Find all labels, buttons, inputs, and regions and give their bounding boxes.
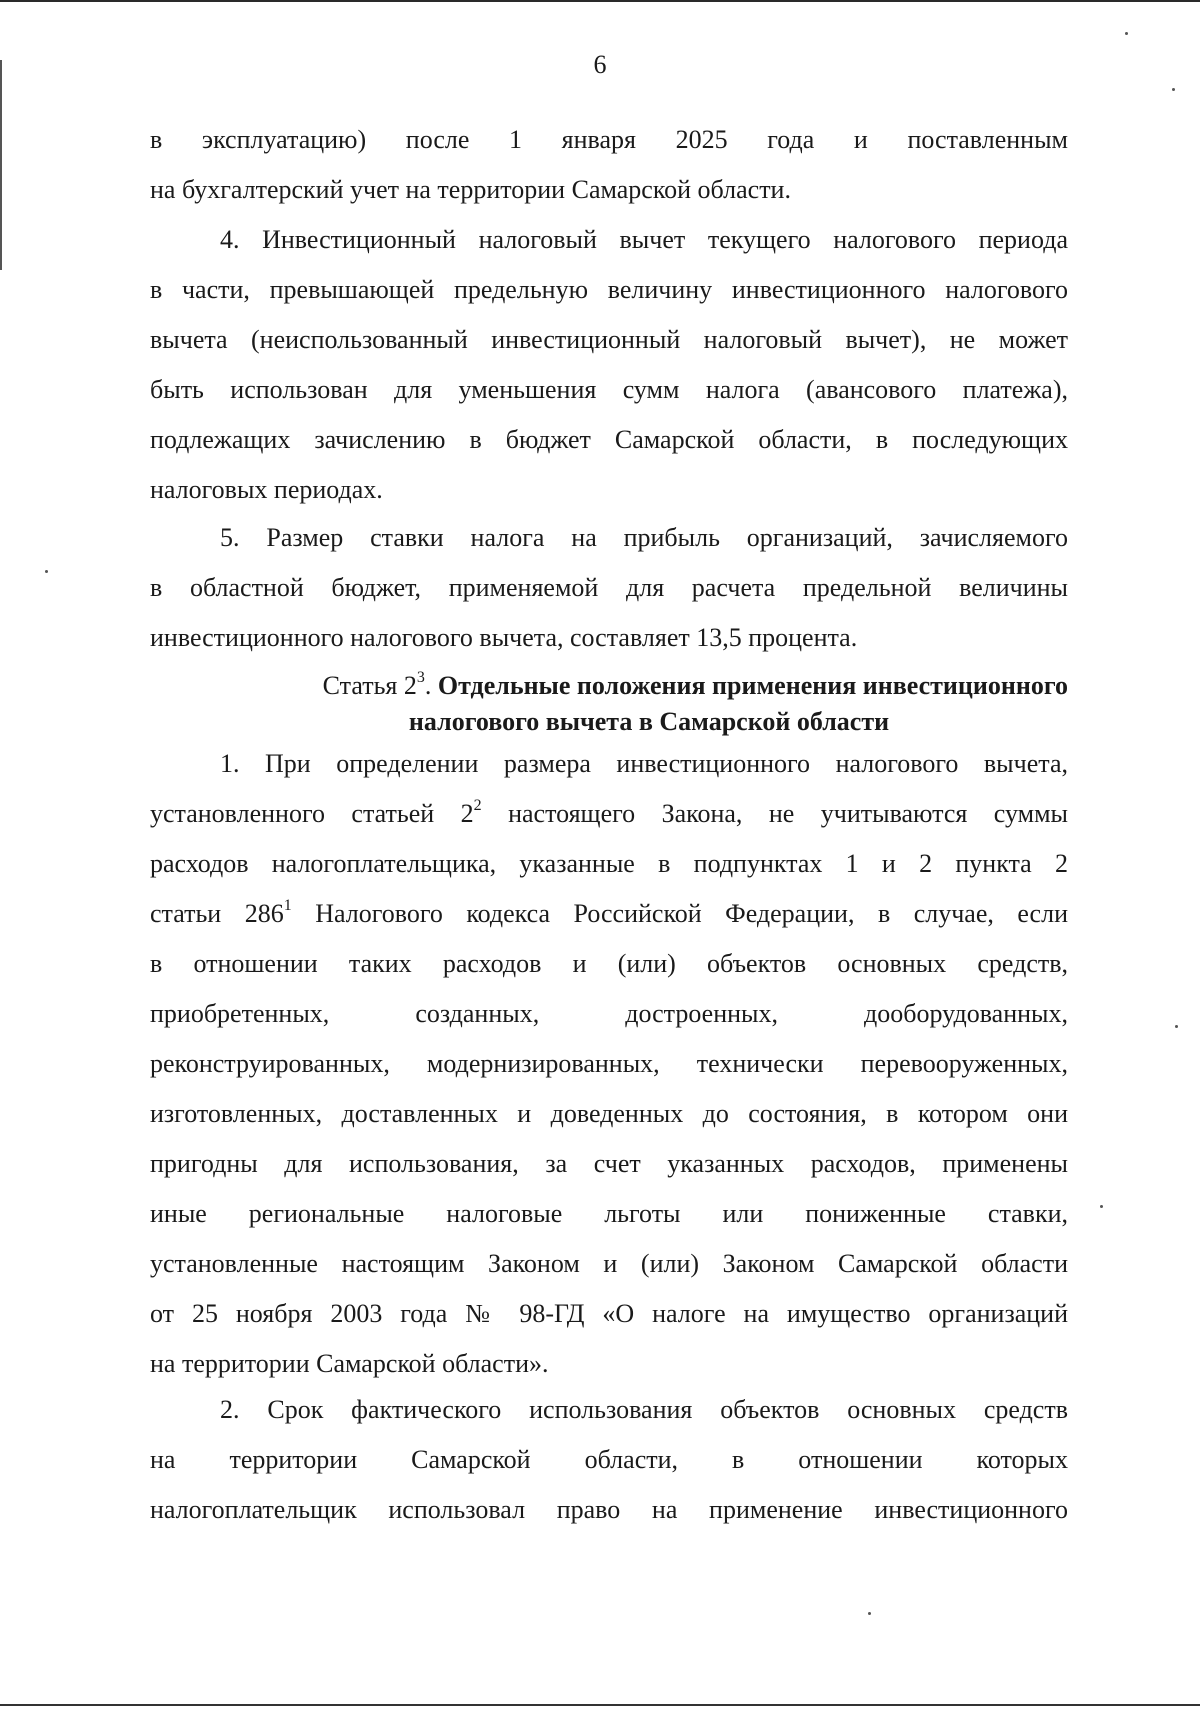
text-line: налоговых периодах. [150,475,383,504]
text-line: на территории Самарской области». [150,1349,549,1378]
page-number: 6 [593,50,607,79]
article-title-line-1: Отдельные положения применения инвестиционного [437,671,1068,700]
text-line: в областной бюджет, применяемой для расчета предельной величины [150,573,1068,602]
article-heading [150,668,1068,740]
paragraph-5 [150,513,1068,663]
text-line: 2. Срок фактического использования объектов основных средств [220,1395,1068,1424]
scan-speck [1100,1205,1103,1208]
text-line [150,889,1068,939]
scan-speck [1172,88,1175,91]
text-line: инвестиционного налогового вычета, составляет 13,5 процента. [150,623,858,652]
scan-edge-left [0,60,2,270]
scan-edge-top [0,0,1200,2]
text-line: 5. Размер ставки налога на прибыль организаций, зачисляемого [220,523,1068,552]
text-line: в части, превышающей предельную величину инвестиционного налогового [150,275,1068,304]
text-fragment: статьи 286 [150,899,284,928]
text-line [150,789,1068,839]
top-fragment [150,115,1068,215]
text-line: пригодны для использования, за счет указанных расходов, применены [150,1149,1068,1178]
text-fragment: Налогового кодекса Российской Федерации, в случае, если [291,899,1068,928]
text-line: 4. Инвестиционный налоговый вычет текущего налогового периода [220,225,1068,254]
text-line: на территории Самарской области, в отношении которых [150,1445,1068,1474]
scan-edge-bottom [0,1704,1200,1706]
text-line: 1. При определении размера инвестиционного налогового вычета, [220,749,1068,778]
text-line: от 25 ноября 2003 года № 98-ГД «О налоге на имущество организаций [150,1299,1068,1328]
superscript: 2 [473,797,482,815]
article-label-dot: . [424,671,432,700]
scan-speck [45,570,48,573]
text-line: на бухгалтерский учет на территории Самарской области. [150,175,791,204]
paragraph-4 [150,215,1068,515]
scan-speck [1125,32,1128,35]
article-label-superscript: 3 [416,669,425,687]
scan-speck [1175,1025,1178,1028]
text-line: иные региональные налоговые льготы или пониженные ставки, [150,1199,1068,1228]
article-heading-line-1 [150,668,1068,704]
article-item-2 [150,1385,1068,1535]
text-fragment: настоящего Закона, не учитываются суммы [481,799,1068,828]
text-line: расходов налогоплательщика, указанные в подпунктах 1 и 2 пункта 2 [150,849,1068,878]
text-line: вычета (неиспользованный инвестиционный налоговый вычет), не может [150,325,1068,354]
text-fragment: установленного статьей 2 [150,799,474,828]
text-line: изготовленных, доставленных и доведенных до состояния, в котором они [150,1099,1068,1128]
text-line: приобретенных, созданных, достроенных, дооборудованных, [150,999,1068,1028]
superscript: 1 [283,897,292,915]
text-line: в отношении таких расходов и (или) объектов основных средств, [150,949,1068,978]
article-label: Статья 2 [322,671,417,700]
text-line: быть использован для уменьшения сумм налога (авансового платежа), [150,375,1068,404]
text-line: в эксплуатацию) после 1 января 2025 года и поставленным [150,125,1068,154]
article-item-1 [150,739,1068,1389]
text-line: установленные настоящим Законом и (или) Законом Самарской области [150,1249,1068,1278]
scan-speck [868,1612,871,1615]
text-line: налогоплательщик использовал право на применение инвестиционного [150,1495,1068,1524]
article-title-line-2: налогового вычета в Самарской области [408,707,890,736]
text-line: подлежащих зачислению в бюджет Самарской области, в последующих [150,425,1068,454]
text-line: реконструированных, модернизированных, технически перевооруженных, [150,1049,1068,1078]
